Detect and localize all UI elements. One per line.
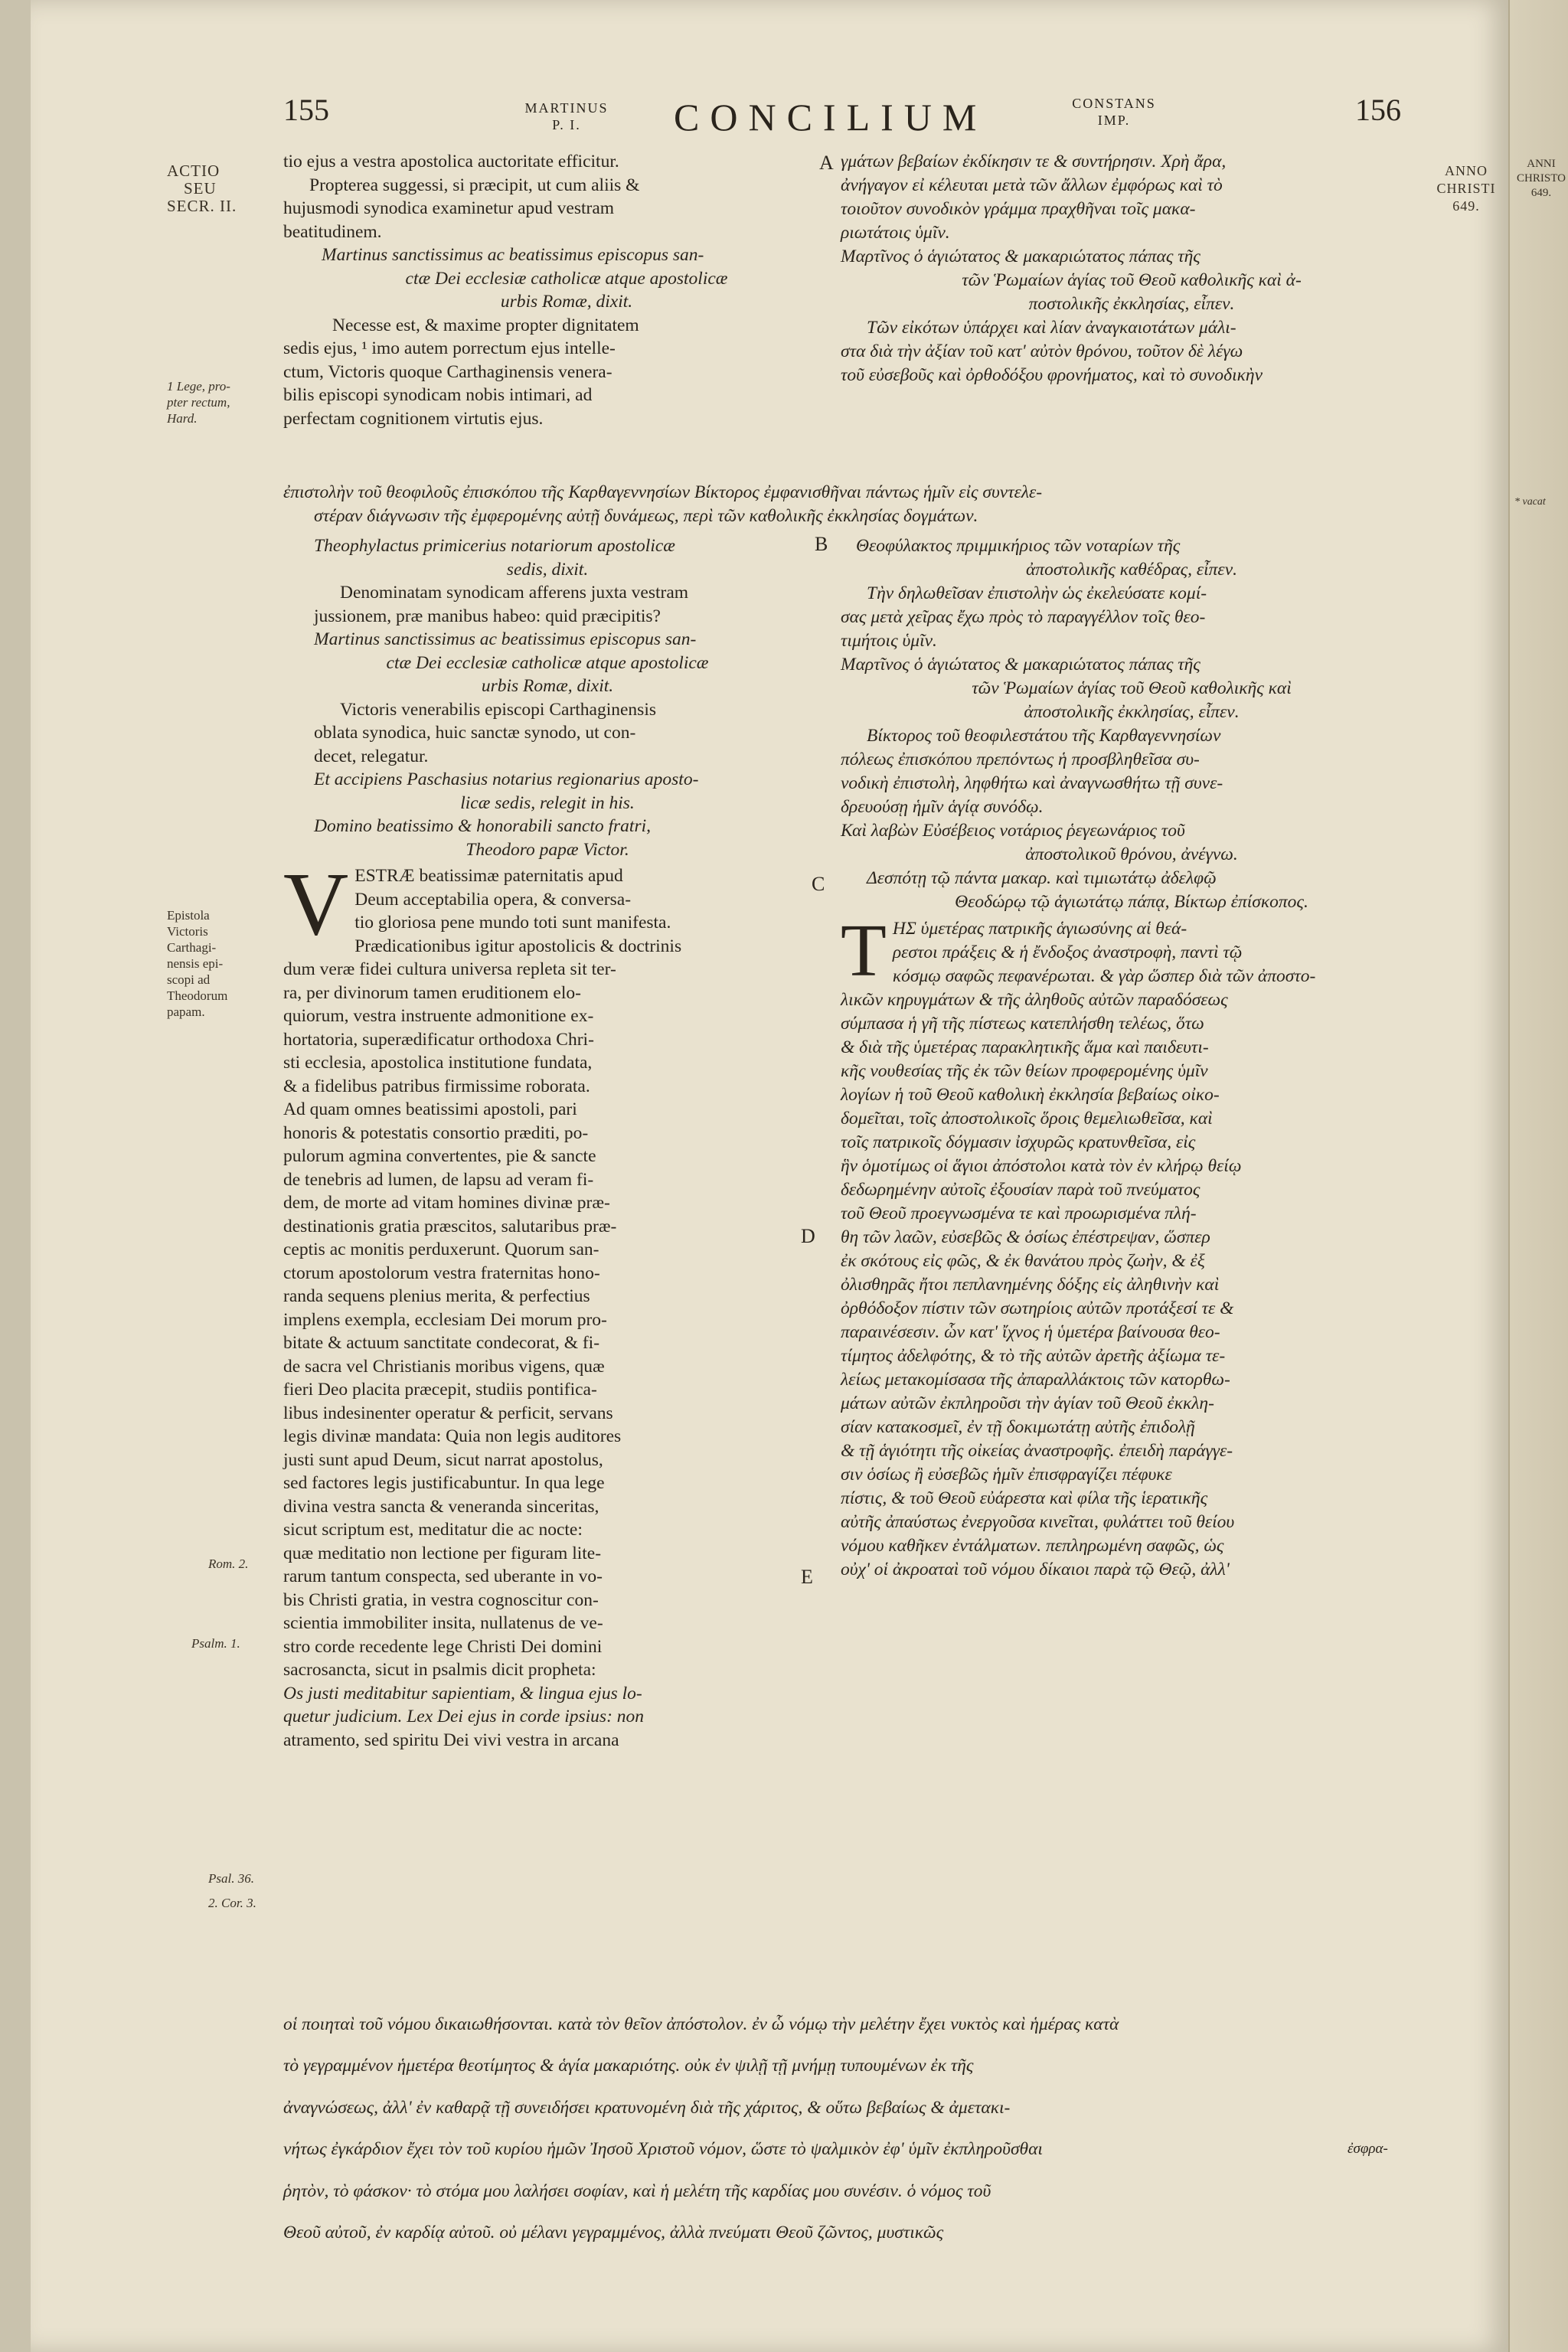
section-letter-e: E bbox=[801, 1566, 813, 1588]
margin-note-line: 1 Lege, pro- bbox=[167, 379, 230, 394]
greek-line: & τῇ ἁγιότητι τῆς οἰκείας ἀναστροφῆς. ἐπειδὴ παράγγε- bbox=[841, 1441, 1233, 1461]
latin-line: Et accipiens Paschasius notarius regionarius aposto- bbox=[314, 769, 699, 789]
latin-line: atramento, sed spiritu Dei vivi vestra in arcana bbox=[283, 1730, 619, 1750]
latin-line: ra, per divinorum tamen eruditionem elo- bbox=[283, 982, 581, 1003]
latin-line: decet, relegatur. bbox=[314, 746, 429, 766]
latin-line: Theodoro papæ Victor. bbox=[466, 839, 629, 860]
margin-anno-line: CHRISTI bbox=[1436, 181, 1496, 196]
latin-line: sti ecclesia, apostolica institutione fundata, bbox=[283, 1053, 593, 1073]
latin-line: tio gloriosa pene mundo toti sunt manifesta. bbox=[354, 913, 671, 933]
drop-cap-t: Τ bbox=[841, 910, 887, 992]
edge-mark: * vacat bbox=[1514, 496, 1546, 508]
latin-line: ESTRÆ beatissimæ paternitatis apud bbox=[354, 866, 623, 886]
greek-line: ἣν ὁμοτίμως οἱ ἅγιοι ἀπόστολοι κατὰ τὸν ἐν κλήρῳ θείῳ bbox=[841, 1156, 1242, 1176]
latin-line: bis Christi gratia, in vestra cognoscitur con- bbox=[283, 1589, 599, 1610]
greek-line: ὀρθόδοξον πίστιν τῶν σωτηρίοις αὐτῶν προτάξεσί τε & bbox=[841, 1298, 1234, 1318]
edge-anno bbox=[1516, 157, 1566, 201]
greek-line: ΗΣ ὑμετέρας πατρικῆς ἁγιωσύνης αἱ θεά- bbox=[892, 919, 1187, 939]
latin-line: scientia immobiliter insita, nullatenus de ve- bbox=[283, 1613, 603, 1633]
catchword: ἐσφρα- bbox=[1348, 2141, 1388, 2157]
latin-line: ctum, Victoris quoque Carthaginensis venera- bbox=[283, 361, 612, 382]
greek-bottom-block bbox=[283, 1994, 1424, 2263]
latin-epistola bbox=[283, 854, 812, 1752]
greek-line: τοῦ Θεοῦ προεγνωσμένα τε καὶ προωρισμένα πλή- bbox=[841, 1204, 1197, 1223]
margin-anno-line: 649. bbox=[1452, 198, 1480, 214]
latin-line: quæ meditatio non lectione per figuram lite- bbox=[283, 1543, 602, 1563]
greek-line: ἀποστολικῆς καθέδρας, εἶπεν. bbox=[1025, 560, 1238, 580]
greek-line: δρευούσῃ ἡμῖν ἁγίᾳ συνόδῳ. bbox=[841, 797, 1044, 817]
margin-note-line: pter rectum, bbox=[167, 395, 230, 410]
greek-line: τιμήτοις ὑμῖν. bbox=[841, 631, 937, 651]
margin-note-epistola bbox=[167, 907, 259, 1020]
greek-line: λικῶν κηρυγμάτων & τῆς ἀληθοῦς αὐτῶν παραδόσεως bbox=[841, 990, 1228, 1010]
greek-line: δομεῖται, τοῖς ἀποστολικοῖς ὅροις θεμελιωθεῖσα, καὶ bbox=[841, 1109, 1213, 1129]
latin-line: Theophylactus primicerius notariorum apostolicæ bbox=[314, 536, 675, 556]
greek-line: τῶν Ῥωμαίων ἁγίας τοῦ Θεοῦ καθολικῆς καὶ bbox=[972, 678, 1292, 698]
latin-line: sicut scriptum est, meditatur die ac nocte: bbox=[283, 1520, 583, 1540]
greek-line: Δεσπότῃ τῷ πάντα μακαρ. καὶ τιμιωτάτῳ ἀδελφῷ bbox=[867, 868, 1217, 888]
latin-line: pulorum agmina convertentes, pie & sancte bbox=[283, 1146, 596, 1166]
latin-line: Os justi meditabitur sapientiam, & lingua ejus lo- bbox=[283, 1683, 642, 1704]
greek-line: γμάτων βεβαίων ἐκδίκησιν τε & συντήρησιν. Χρὴ ἄρα, bbox=[841, 152, 1227, 172]
greek-line: κόσμῳ σαφῶς πεφανέρωται. & γὰρ ὥσπερ διὰ τῶν ἀποστο- bbox=[892, 966, 1316, 986]
greek-line: οὐχ' οἱ ἀκροαταὶ τοῦ νόμου δίκαιοι παρὰ τῷ Θεῷ, ἀλλ' bbox=[841, 1560, 1230, 1579]
margin-note-lege bbox=[167, 378, 259, 426]
latin-line: licæ sedis, relegit in his. bbox=[460, 792, 635, 813]
latin-line: Denominatam synodicam afferens juxta vestram bbox=[340, 583, 689, 603]
latin-line: perfectam cognitionem virtutis ejus. bbox=[283, 408, 544, 429]
greek-line: ἐπιστολὴν τοῦ θεοφιλοῦς ἐπισκόπου τῆς Καρθαγεννησίων Βίκτορος ἐμφανισθῆναι πάντως ἡμῖν εἰς συντελε- bbox=[283, 482, 1043, 502]
greek-line: Τῶν εἰκότων ὑπάρχει καὶ λίαν ἀναγκαιοτάτων μάλι- bbox=[867, 318, 1236, 338]
latin-line: Ad quam omnes beatissimi apostoli, pari bbox=[283, 1099, 577, 1119]
margin-note-line: Theodorum bbox=[167, 988, 228, 1003]
running-head-left-line: MARTINUS bbox=[524, 100, 609, 116]
running-head-right-line: IMP. bbox=[1097, 113, 1131, 128]
latin-line: justi sunt apud Deum, sicut narrat apostolus, bbox=[283, 1449, 603, 1470]
greek-wide-block bbox=[283, 481, 1432, 528]
latin-line: sacrosancta, sicut in psalmis dicit propheta: bbox=[283, 1660, 596, 1680]
greek-epistola bbox=[841, 910, 1423, 1582]
latin-line: tio ejus a vestra apostolica auctoritate efficitur. bbox=[283, 152, 619, 172]
margin-note-psal36: Psal. 36. bbox=[208, 1871, 254, 1886]
latin-line: dum veræ fidei cultura universa repleta sit ter- bbox=[283, 959, 616, 979]
latin-line: quetur judicium. Lex Dei ejus in corde ipsius: non bbox=[283, 1707, 645, 1726]
latin-line: sedis, dixit. bbox=[506, 559, 589, 580]
latin-line: quiorum, vestra instruente admonitione ex- bbox=[283, 1006, 594, 1026]
latin-line: ctæ Dei ecclesiæ catholicæ atque apostolicæ bbox=[386, 652, 709, 673]
greek-line: ποστολικῆς ἐκκλησίας, εἶπεν. bbox=[1028, 294, 1235, 314]
greek-line: παραινέσεσιν. ὧν κατ' ἴχνος ἡ ὑμετέρα βαίνουσα θεο- bbox=[841, 1322, 1220, 1342]
greek-line: σίαν κατακοσμεῖ, ἐν τῇ δοκιμωτάτῃ αὐτῆς ἐπιδολῇ bbox=[841, 1417, 1195, 1437]
greek-line: πόλεως ἐπισκόπου πρεπόντως ἡ προσβληθεῖσα συ- bbox=[841, 750, 1200, 769]
latin-line: stro corde recedente lege Christi Dei domini bbox=[283, 1636, 603, 1657]
greek-line: κῆς νουθεσίας τῆς ἐκ τῶν θείων προφερομένης ὑμῖν bbox=[841, 1061, 1208, 1081]
greek-column-continued bbox=[841, 534, 1423, 1582]
greek-line: σύμπασα ἡ γῆ τῆς πίστεως κατεπλήσθη τελέως, ὅτω bbox=[841, 1014, 1204, 1034]
running-head-left bbox=[513, 100, 620, 133]
greek-line: ῥητὸν, τὸ φάσκον· τὸ στόμα μου λαλήσει σοφίαν, καὶ ἡ μελέτη τῆς καρδίας μου συνέσιν. ὁ νόμος τοῦ bbox=[283, 2180, 991, 2201]
latin-line: rarum tantum conspecta, sed uberante in vo- bbox=[283, 1566, 603, 1586]
greek-line: ἀναγνώσεως, ἀλλ' ἐν καθαρᾷ τῇ συνειδήσει κρατυνομένη διὰ τῆς χάριτος, & οὕτω βεβαίως & ἀμετακι- bbox=[283, 2097, 1011, 2118]
section-letter-b: B bbox=[815, 533, 828, 555]
greek-line: τοιοῦτον συνοδικὸν γράμμα πραχθῆναι τοῖς μακα- bbox=[841, 199, 1196, 219]
greek-line: ἐκ σκότους εἰς φῶς, & ἐκ θανάτου πρὸς ζωὴν, & ἐξ bbox=[841, 1251, 1205, 1271]
margin-note-rom: Rom. 2. bbox=[208, 1557, 249, 1571]
greek-line: Μαρτῖνος ὁ ἁγιώτατος & μακαριώτατος πάπας τῆς bbox=[841, 655, 1200, 675]
greek-line: πίστις, & τοῦ Θεοῦ εὐάρεστα καὶ φίλα τῆς ἱερατικῆς bbox=[841, 1488, 1208, 1508]
greek-line: Μαρτῖνος ὁ ἁγιώτατος & μακαριώτατος πάπας τῆς bbox=[841, 247, 1200, 266]
greek-line: Θεοδώρῳ τῷ ἁγιωτάτῳ πάπᾳ, Βίκτωρ ἐπίσκοπος. bbox=[955, 892, 1308, 912]
margin-anno-line: ANNO bbox=[1445, 163, 1488, 178]
margin-note-line: Victoris bbox=[167, 924, 208, 939]
running-head-right-line: CONSTANS bbox=[1072, 96, 1156, 111]
greek-line: αὐτῆς ἀπαύστως ἐνεργοῦσα κινεῖται, φυλάττει τοῦ θείου bbox=[841, 1512, 1235, 1532]
edge-anno-line: ANNI bbox=[1527, 158, 1556, 170]
latin-line: ctorum apostolorum vestra fraternitas hono- bbox=[283, 1263, 600, 1283]
margin-actio bbox=[167, 162, 259, 215]
drop-cap-v: V bbox=[283, 854, 349, 954]
latin-column bbox=[283, 150, 812, 430]
section-letter-d: D bbox=[801, 1225, 815, 1247]
greek-line: ὀλισθηρᾶς ἤτοι πεπλανημένης δόξης εἰς ἀληθινὴν καὶ bbox=[841, 1275, 1220, 1295]
section-letter-c: C bbox=[812, 873, 825, 895]
greek-line: νοδικὴ ἐπιστολὴ, ληφθήτω καὶ ἀναγνωσθήτω τῇ συνε- bbox=[841, 773, 1223, 793]
greek-line: λογίων ἡ τοῦ Θεοῦ καθολικὴ ἐκκλησία βεβαίως οἰκο- bbox=[841, 1085, 1220, 1105]
edge-anno-line: 649. bbox=[1530, 187, 1552, 199]
greek-line: τὸ γεγραμμένον ἡμετέρα θεοτίμητος & ἁγία μακαριότης. οὐκ ἐν ψιλῇ τῇ μνήμῃ τυπουμένων ἐκ τῆς bbox=[283, 2056, 974, 2076]
latin-line: de sacra vel Christianis moribus vigens, quæ bbox=[283, 1356, 605, 1377]
latin-line: randa sequens plenius merita, & perfectius bbox=[283, 1286, 590, 1306]
latin-line: Martinus sanctissimus ac beatissimus episcopus san- bbox=[322, 245, 704, 265]
speaker-martinus bbox=[283, 243, 812, 314]
latin-line: hujusmodi synodica examinetur apud vestram bbox=[283, 198, 615, 218]
greek-line: Θεοφύλακτος πριμμικήριος τῶν νοταρίων τῆς bbox=[856, 536, 1181, 556]
greek-line: στα διὰ τὴν ἀξίαν τοῦ κατ' αὐτὸν θρόνου, τοῦτον δὲ λέγω bbox=[841, 341, 1243, 361]
running-head-left-line: P. I. bbox=[552, 117, 581, 132]
greek-line: Τὴν δηλωθεῖσαν ἐπιστολὴν ὡς ἐκελεύσατε κομί- bbox=[867, 583, 1207, 603]
edge-anno-line: CHRISTO bbox=[1517, 172, 1566, 185]
latin-line: ceptis ac monitis perduxerunt. Quorum san- bbox=[283, 1240, 599, 1259]
section-letter-a: A bbox=[819, 152, 834, 174]
greek-line: & διὰ τῆς ὑμετέρας παρακλητικῆς ἅμα καὶ παιδευτι- bbox=[841, 1037, 1209, 1057]
latin-line: ctæ Dei ecclesiæ catholicæ atque apostolicæ bbox=[405, 268, 728, 289]
book-page bbox=[31, 0, 1508, 2352]
latin-line: Victoris venerabilis episcopi Carthaginensis bbox=[340, 699, 657, 720]
page-number-left: 155 bbox=[283, 93, 329, 127]
margin-actio-line: ACTIO bbox=[167, 162, 220, 180]
latin-line: beatitudinem. bbox=[283, 221, 382, 242]
greek-line: λείως μετακομίσασα τῆς ἀπαραλλάκτοις τῶν κατορθω- bbox=[841, 1370, 1230, 1390]
greek-line: δεδωρημένην αὐτοῖς ἐξουσίαν παρὰ τοῦ πνεύματος bbox=[841, 1180, 1200, 1200]
latin-line: Propterea suggessi, si præcipit, ut cum aliis & bbox=[309, 175, 640, 195]
running-head-right bbox=[1057, 95, 1171, 129]
latin-line: Domino beatissimo & honorabili sancto fratri, bbox=[314, 816, 651, 836]
margin-note-line: scopi ad bbox=[167, 972, 211, 987]
adjacent-page-edge bbox=[1508, 0, 1568, 2352]
latin-line: implens exempla, ecclesiam Dei morum pro- bbox=[283, 1309, 607, 1330]
latin-line: sedis ejus, ¹ imo autem porrectum ejus intelle- bbox=[283, 338, 616, 358]
margin-note-line: papam. bbox=[167, 1004, 205, 1019]
greek-line: Καὶ λαβὼν Εὐσέβειος νοτάριος ῥεγεωνάριος τοῦ bbox=[841, 821, 1185, 841]
greek-line: Θεοῦ αὐτοῦ, ἐν καρδίᾳ αὐτοῦ. οὐ μέλανι γεγραμμένος, ἀλλὰ πνεύματι Θεοῦ ζῶντος, μυστικῶς bbox=[283, 2223, 944, 2243]
margin-note-line: Hard. bbox=[167, 411, 198, 426]
latin-line: sed factores legis justificabuntur. In qua lege bbox=[283, 1473, 605, 1493]
latin-line: honoris & potestatis consortio præditi, po- bbox=[283, 1122, 589, 1143]
greek-line: τοῖς πατρικοῖς δόγμασιν ἰσχυρῶς κρατυνθεῖσα, εἰς bbox=[841, 1132, 1196, 1152]
greek-line: νόμου καθῆκεν ἐντάλματων. πεπληρωμένη σαφῶς, ὡς bbox=[841, 1536, 1224, 1556]
latin-line: jussionem, præ manibus habeo: quid præcipitis? bbox=[314, 606, 661, 626]
margin-note-psalm: Psalm. 1. bbox=[191, 1636, 240, 1651]
latin-line: fieri Deo placita præcepit, studiis pontifica- bbox=[283, 1380, 597, 1400]
greek-line: μάτων αὐτῶν ἐκπληροῦσι τὴν ἁγίαν τοῦ Θεοῦ ἐκκλη- bbox=[841, 1393, 1214, 1413]
latin-line: hortatoria, superædificatur orthodoxa Chri- bbox=[283, 1029, 594, 1050]
margin-anno bbox=[1424, 162, 1508, 215]
latin-column-continued bbox=[283, 534, 812, 1752]
latin-line: Martinus sanctissimus ac beatissimus episcopus san- bbox=[314, 629, 697, 649]
greek-line: νήτως ἐγκάρδιον ἔχει τὸν τοῦ κυρίου ἡμῶν Ἰησοῦ Χριστοῦ νόμον, ὥστε τὸ ψαλμικὸν ἐφ' ὑμῖν ἐκπληροῦσθαι bbox=[283, 2139, 1043, 2159]
greek-line: ρεστοι πράξεις & ἡ ἔνδοξος ἀναστροφὴ, παντὶ τῷ bbox=[892, 942, 1243, 962]
latin-line: legis divinæ mandata: Quia non legis auditores bbox=[283, 1426, 622, 1446]
latin-line: urbis Romæ, dixit. bbox=[481, 676, 614, 696]
latin-line: Deum acceptabilia opera, & conversa- bbox=[354, 889, 632, 910]
greek-line: τῶν Ῥωμαίων ἁγίας τοῦ Θεοῦ καθολικῆς καὶ ἀ- bbox=[962, 270, 1302, 290]
latin-line: de tenebris ad lumen, de lapsu ad veram fi- bbox=[283, 1169, 594, 1190]
greek-line: σας μετὰ χεῖρας ἔχω πρὸς τὸ παραγγέλλον τοῖς θεο- bbox=[841, 607, 1206, 627]
margin-note-cor: 2. Cor. 3. bbox=[208, 1896, 256, 1910]
latin-line: divina vestra sancta & veneranda sinceritas, bbox=[283, 1496, 599, 1517]
latin-line: bitate & actuum sanctitate condecorat, & fi- bbox=[283, 1333, 600, 1353]
greek-line: οἱ ποιηταὶ τοῦ νόμου δικαιωθήσονται. κατὰ τὸν θεῖον ἀπόστολον. ἐν ὧ νόμῳ τὴν μελέτην ἔχει νυκτὸς καὶ ἡμέρας κατὰ bbox=[283, 2014, 1119, 2034]
latin-line: Necesse est, & maxime propter dignitatem bbox=[332, 315, 639, 335]
latin-line: oblata synodica, huic sanctæ synodo, ut con- bbox=[314, 723, 636, 743]
greek-line: ἀποστολικῆς ἐκκλησίας, εἶπεν. bbox=[1024, 702, 1240, 722]
greek-line: τίμητος ἀδελφότης, & τὸ τῆς αὐτῶν ἀρετῆς ἀξίωμα τε- bbox=[841, 1346, 1226, 1366]
page-title: CONCILIUM bbox=[674, 96, 988, 139]
greek-line: ριωτάτοις ὑμῖν. bbox=[841, 223, 950, 243]
margin-note-line: Carthagi- bbox=[167, 940, 217, 955]
latin-line: dem, de morte ad vitam homines divinæ præ- bbox=[283, 1193, 610, 1213]
greek-line: Βίκτορος τοῦ θεοφιλεστάτου τῆς Καρθαγεννησίων bbox=[867, 726, 1221, 746]
latin-line: & a fidelibus patribus firmissime roborata. bbox=[283, 1076, 590, 1096]
latin-line: destinationis gratia præscitos, salutaribus præ- bbox=[283, 1216, 617, 1236]
greek-line: σιν ὁσίως ἢ εὐσεβῶς ἡμῖν ἐπισφραγίζει πέφυκε bbox=[841, 1465, 1172, 1485]
greek-line: ἀποστολικοῦ θρόνου, ἀνέγνω. bbox=[1025, 844, 1238, 864]
greek-column bbox=[841, 150, 1423, 387]
latin-line: urbis Romæ, dixit. bbox=[500, 292, 633, 312]
greek-line: θη τῶν λαῶν, εὐσεβῶς & ὁσίως ἐπέστρεψαν, ὥσπερ bbox=[841, 1227, 1210, 1247]
margin-note-line: nensis epi- bbox=[167, 956, 224, 971]
page-number-right: 156 bbox=[1355, 93, 1401, 127]
latin-line: Prædicationibus igitur apostolicis & doctrinis bbox=[354, 936, 682, 956]
margin-actio-line: SECR. II. bbox=[167, 197, 237, 215]
greek-line: στέραν διάγνωσιν τῆς ἐμφερομένης αὐτῇ δυνάμεως, περὶ τῶν καθολικῆς ἐκκλησίας δογμάτων. bbox=[314, 506, 978, 526]
greek-line: τοῦ εὐσεβοῦς καὶ ὀρθοδόξου φρονήματος, καὶ τὸ συνοδικὴν bbox=[841, 365, 1263, 385]
margin-actio-line: SEU bbox=[184, 179, 217, 198]
margin-note-line: Epistola bbox=[167, 908, 210, 923]
latin-line: bilis episcopi synodicam nobis intimari, ad bbox=[283, 385, 593, 405]
latin-line: libus indesinenter operatur & perficit, servans bbox=[283, 1403, 613, 1423]
greek-line: ἀνήγαγον εἰ κέλευται μετὰ τῶν ἄλλων ἐμφόρως καὶ τὸ bbox=[841, 175, 1223, 195]
